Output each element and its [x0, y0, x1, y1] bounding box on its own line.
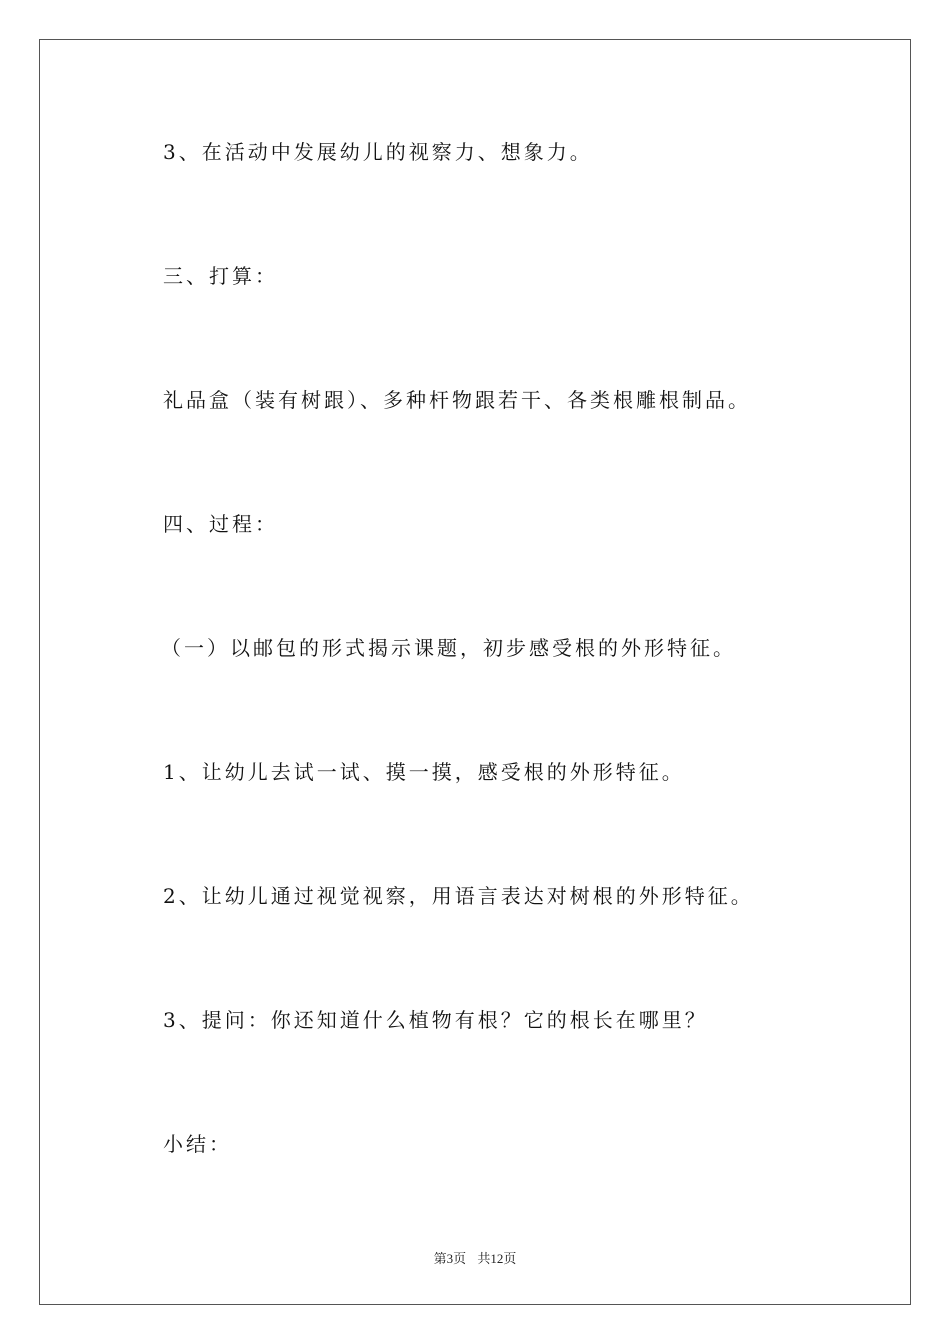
section-heading-preparation: 三、打算：	[163, 264, 278, 288]
subsection-heading-1: （一）以邮包的形式揭示课题，初步感受根的外形特征。	[161, 636, 736, 660]
section-heading-process: 四、过程：	[163, 512, 278, 536]
text-line-1: 3、在活动中发展幼儿的视察力、想象力。	[163, 140, 593, 164]
page-border	[39, 39, 911, 1305]
text-line-step-1: 1、让幼儿去试一试、摸一摸，感受根的外形特征。	[163, 760, 685, 784]
page-number-current: 第3页	[433, 1251, 467, 1266]
page-footer	[0, 1248, 950, 1267]
page-number-total: 共12页	[477, 1251, 517, 1266]
text-line-step-2: 2、让幼儿通过视觉视察，用语言表达对树根的外形特征。	[163, 884, 754, 908]
text-line-materials: 礼品盒（装有树跟）、多种杆物跟若干、各类根雕根制品。	[163, 388, 751, 412]
text-line-summary: 小结：	[163, 1132, 232, 1156]
text-line-step-3: 3、提问：你还知道什么植物有根？它的根长在哪里？	[163, 1008, 708, 1032]
